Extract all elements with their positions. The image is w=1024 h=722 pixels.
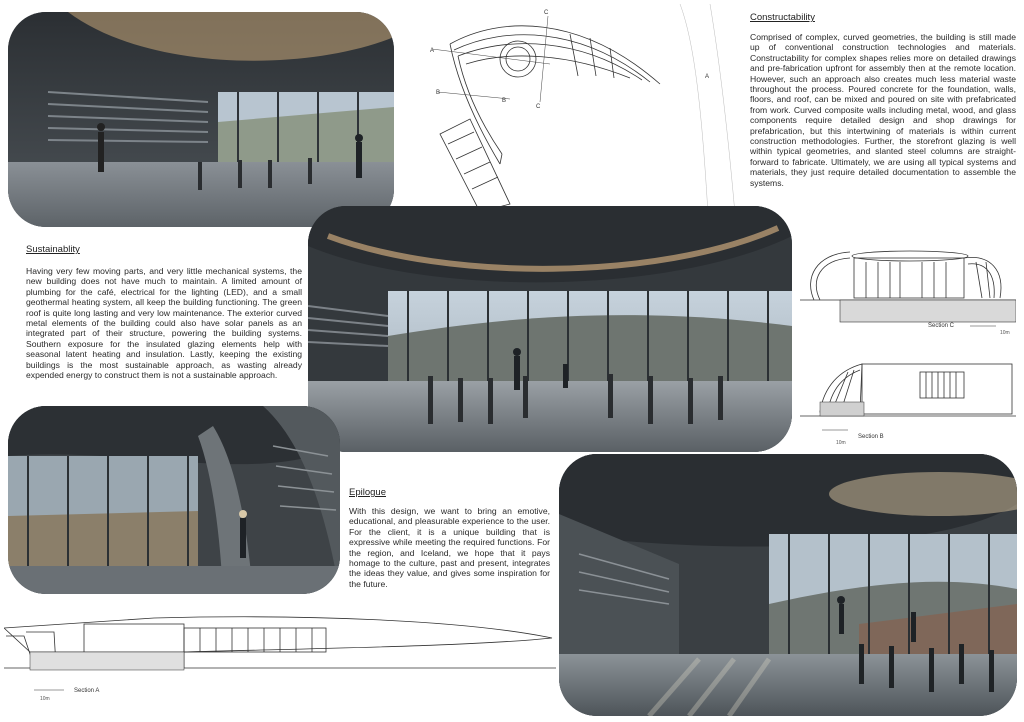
render-cafe-interior-bottom — [559, 454, 1017, 716]
plan-label-c-top: C — [544, 10, 549, 16]
epilogue-title: Epilogue — [349, 487, 386, 498]
render-cafe-interior-center — [308, 206, 792, 452]
constructability-title: Constructability — [750, 12, 815, 23]
section-b-label: Section B — [858, 434, 884, 440]
plan-label-b-left: B — [436, 90, 441, 96]
plan-label-c-bottom: C — [536, 104, 541, 110]
epilogue-body: With this design, we want to bring an emotive, educational, and pleasurable experience to the user. For the client, it is a unique building that is expressive while meeting the required functions. For the region, and Iceland, we hope that it pays homage to the culture, past and present, integrates the ideas they value, and gives some inspiration for the future. — [349, 506, 550, 589]
section-c-label: Section C — [928, 323, 955, 329]
plan-label-b-right: B — [502, 98, 507, 104]
section-b-drawing — [800, 350, 1016, 434]
section-c-scale: 10m — [1000, 330, 1010, 336]
plan-label-a-left: A — [430, 48, 435, 54]
plan-label-a-right: A — [705, 74, 710, 80]
sustainability-body: Having very few moving parts, and very little mechanical systems, the new building does not have much to maintain. A limited amount of plumbing for the café, electrical for the lighting (LED), and a small geothermal heating system, all keep the building functioning. The green roof is quite long lasting and very low maintenance. The exterior curved metal elements of the building could also have solar panels as an integrated part of their structure, powering the building systems. Southern exposure for the insulated glazing elements help with seasonal latent heating and insulation. Lastly, keeping the existing buildings is the most sustainable approach, as wasting already expended energy to construct them is not a sustainable approach. — [26, 266, 302, 381]
render-cafe-interior-top — [8, 12, 394, 227]
site-plan-drawing — [410, 4, 740, 214]
section-a-label: Section A — [74, 688, 100, 694]
section-c-drawing — [800, 240, 1016, 336]
sustainability-title: Sustainablity — [26, 244, 80, 255]
constructability-body: Comprised of complex, curved geometries, the building is still made up of conventional construction technologies and materials. Constructability for complex shapes relies more on detailed drawings and pre-fabrication upfront for assembly then at the remote location. However, such an approach also creates much less material waste throughout the process. Poured concrete for the foundation, walls, floors, and roof, can be mixed and poured on site with prefabricated from work. Curved composite walls including metal, wood, and glass components require detailed design and shop drawings for prefabrication, but this intertwining of materials is within current construction methodologies. Further, the storefront glazing is well within typical geometries, and slanted steel columns are straight-forward to fabricate. Ultimately, we are using all typical systems and materials, they just require detailed documentation to assemble the systems. — [750, 32, 1016, 188]
section-a-scale: 10m — [40, 696, 50, 702]
section-b-scale: 10m — [836, 440, 846, 446]
render-exterior-walkway — [8, 406, 340, 594]
